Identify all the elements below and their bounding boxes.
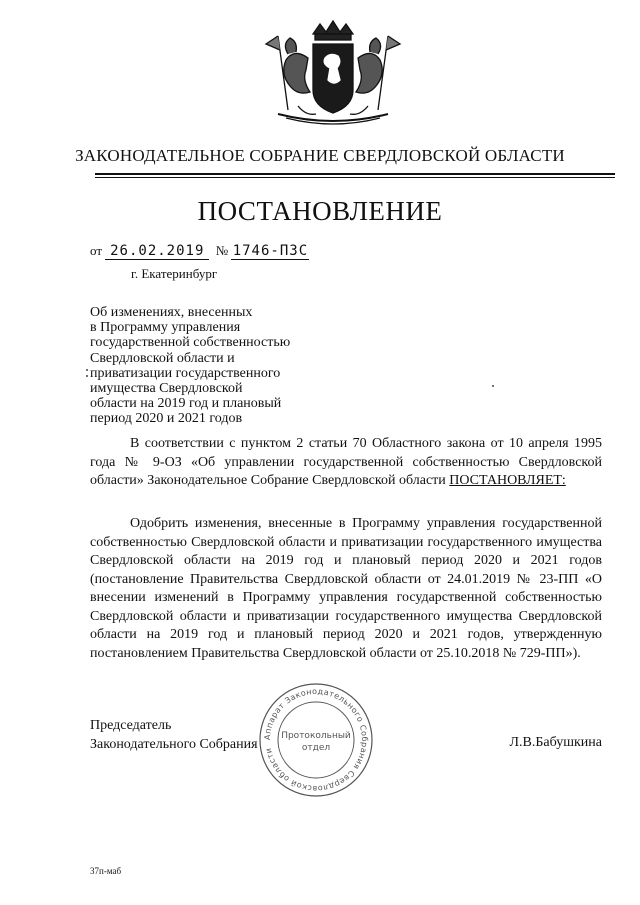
scan-speck [86,369,88,371]
stamp-ring-text: Аппарат Законодательного Собрания Свердловской области [262,686,370,794]
stamp-center-line: отдел [301,743,331,753]
date-number-line [90,243,309,260]
coat-of-arms-icon [258,18,408,130]
body-paragraph-2: Одобрить изменения, внесенные в Программу управления государственной собственностью Свердловской области и приватизации государственного имущества Свердловской области на 2019 год и плановый период 2020 и 2021 годов (постановление Правительства Свердловской области от 24.01.2019 № 23-ПП «О внесении изменений в Программу управления государственной собственностью Свердловской области и приватизации государственного имущества Свердловской области на 2019 год и плановый период 2020 и 2021 годов, утвержденную постановлением Правительства Свердловской области от 25.10.2018 № 729-ПП»). [90,516,602,661]
subject-line: Об изменениях, внесенных [90,305,253,320]
header-rule-thick [95,173,615,175]
signatory-position [90,716,258,754]
document-number: 1746-ПЗС [232,243,309,259]
stamp-center-line: Протокольный [281,731,351,741]
footer-code: 37п-маб [90,866,122,876]
number-prefix: № [215,243,229,258]
date-prefix: от [90,243,103,258]
paragraph-text: В соответствии с пунктом 2 статьи 70 Областного закона от 10 апреля 1995 года № 9-ОЗ «Об управлении государственной собственностью Свердловской области» Законодательное Собрание Свердловской области [90,436,602,488]
signatory-name: Л.В.Бабушкина [509,735,602,750]
position-line: Председатель [90,718,172,733]
body-paragraph-1 [90,435,602,491]
stamp-icon [256,680,376,800]
city: г. Екатеринбург [131,266,218,281]
subject-line: период 2020 и 2021 годов [90,411,243,427]
organization-name: ЗАКОНОДАТЕЛЬНОЕ СОБРАНИЕ СВЕРДЛОВСКОЙ ОБЛАСТИ [75,146,565,165]
scan-speck [86,375,88,377]
subject-line: Свердловской области и [90,350,235,366]
subject-line: имущества Свердловской [90,381,243,397]
subject-line: приватизации государственного [90,365,281,381]
resolution-keyword: ПОСТАНОВЛЯЕТ: [449,473,566,488]
subject-line: области на 2019 год и плановый [90,396,282,412]
subject-line: в Программу управления [90,320,241,336]
document-subject [90,305,340,427]
header-rule-thin [95,177,615,178]
document-date: 26.02.2019 [105,243,209,260]
document-title: ПОСТАНОВЛЕНИЕ [197,196,443,226]
subject-line: государственной собственностью [90,335,291,351]
position-line: Законодательного Собрания [90,737,258,752]
scan-speck [492,385,494,387]
